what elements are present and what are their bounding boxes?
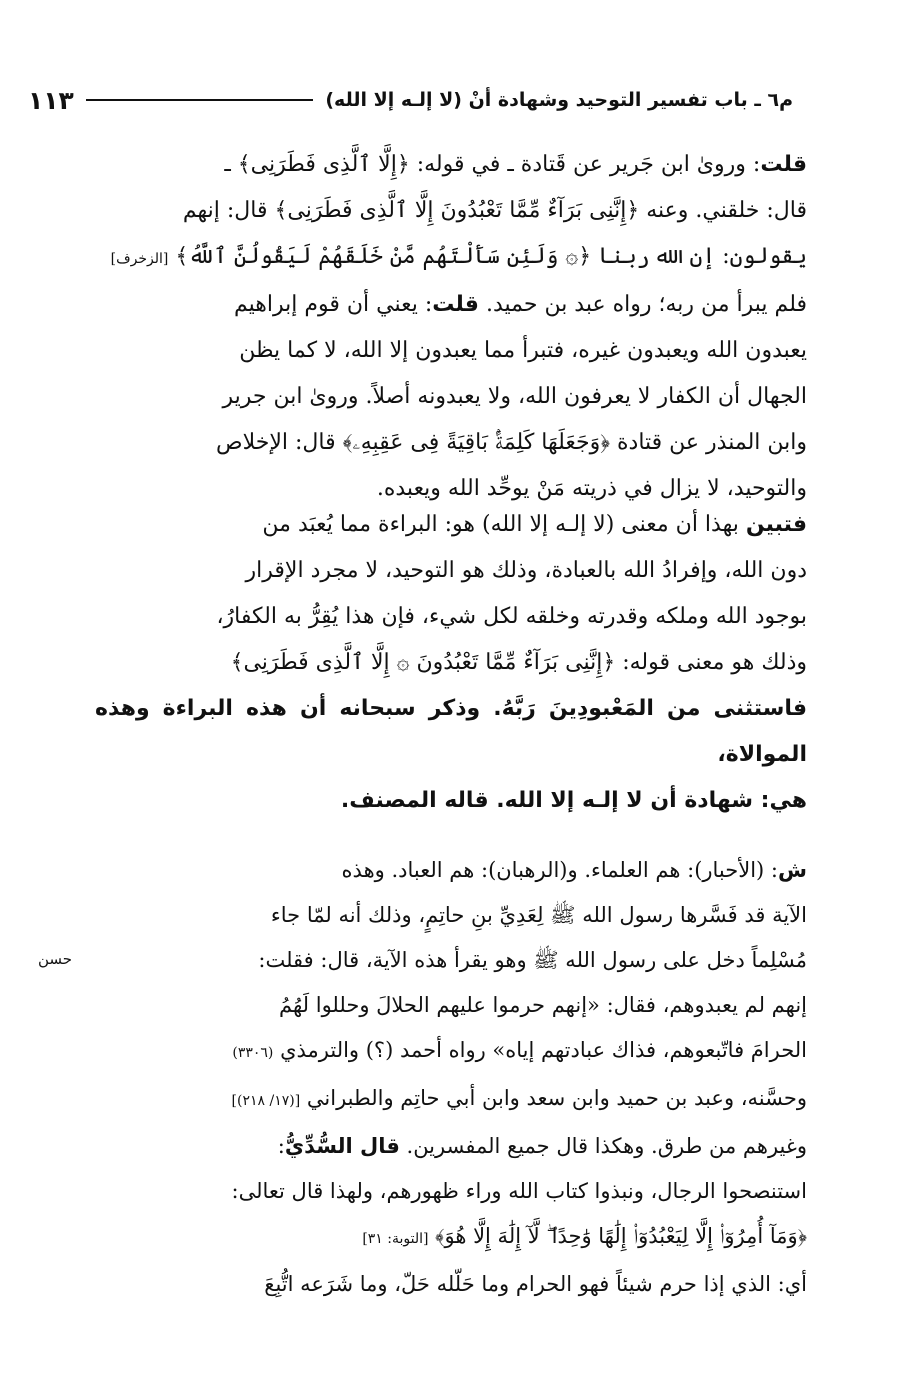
text-line: الجهال أن الكفار لا يعرفون الله، ولا يعبدونه أصلاً. وروىٰ ابن جرير: [222, 384, 807, 409]
text-line: [95, 1124, 807, 1169]
text-line: وابن المنذر عن قتادة ﴿وَجَعَلَهَا كَلِمَةًۢ بَاقِيَةً فِى عَقِبِهِۦ﴾ قال: الإخلاص: [216, 430, 807, 455]
text-line: [95, 502, 807, 548]
text-line: إنهم لم يعبدوهم، فقال: «إنهم حرموا عليهم الحلالَ وحللوا لَهُمُ: [279, 993, 807, 1017]
hadith-reference: (٣٣٠٦): [232, 1045, 274, 1061]
page-number: ١١٣: [28, 85, 74, 115]
text-line: يعبدون الله ويعبدون غيره، فتبرأ مما يعبدون إلا الله، لا كما يظن: [239, 338, 807, 363]
header-rule: [86, 99, 314, 101]
line-text: فلم يبرأ من ربه؛ رواه عبد بن حميد.: [485, 292, 807, 317]
line-text: بهذا أن معنى (لا إلـه إلا الله) هو: البراءة مما يُعبَد من: [262, 512, 746, 537]
line-text: يقولون: إن الله ربنا ﴿۞ وَلَئِن سَأَلْتَهُم مَّنْ خَلَقَهُمْ لَيَقُولُنَّ ٱللَّهُ﴾: [175, 244, 807, 269]
text-line: بوجود الله وملكه وقدرته وخلقه لكل شيء، فإن هذا يُقِرُّ به الكفارُ،: [216, 604, 807, 629]
line-text: :: [277, 1134, 285, 1158]
text-line: [95, 1076, 807, 1124]
text-line: الآية قد فَسَّرها رسول الله ﷺ لِعَدِيِّ بنِ حاتِمٍ، وذلك أنه لمّا جاء: [270, 903, 807, 927]
text-line: مُسْلِماً دخل على رسول الله ﷺ وهو يقرأ هذه الآية، قال: فقلت:: [258, 948, 807, 972]
paragraph-fatabayyan: [95, 502, 807, 824]
text-line: وذلك هو معنى قوله: ﴿إِنَّنِى بَرَآءٌ مِّمَّا تَعْبُدُونَ ۞ إِلَّا ٱلَّذِى فَطَرَنِى﴾: [230, 650, 807, 675]
text-line: [95, 234, 807, 282]
line-text: ﴿وَمَآ أُمِرُوٓا۟ إِلَّا لِيَعْبُدُوٓا۟ إِلَٰهًا وَٰحِدًا ۖ لَّآ إِلَٰهَ إِلَّا هُوَ﴾: [435, 1224, 807, 1248]
running-header: [28, 80, 793, 120]
bold-lead: قلت: [760, 152, 807, 177]
line-text: : ورویٰ ابن جَریر عن قَتادة ـ في قوله: ﴿إِلَّا ٱلَّذِى فَطَرَنِى﴾ ـ: [224, 152, 761, 177]
text-line: [95, 848, 807, 893]
chapter-title: م٦ ـ باب تفسير التوحيد وشهادة أنْ (لا إلـه إلا الله): [325, 89, 793, 111]
paragraph-qultu: [95, 142, 807, 512]
surah-reference: [التوبة: ٣١]: [362, 1231, 429, 1247]
text-line: [95, 142, 807, 188]
surah-reference: [الزخرف]: [110, 251, 169, 267]
line-text: وحسَّنه، وعبد بن حميد وابن سعد وابن أبي حاتِم والطبراني: [306, 1086, 807, 1110]
bold-lead: قال السُّدِّيُّ: [284, 1134, 400, 1158]
margin-grading-note: حسن: [38, 950, 73, 968]
text-line: دون الله، وإفرادُ الله بالعبادة، وذلك هو التوحيد، لا مجرد الإقرار: [245, 558, 807, 583]
commentary-section: [95, 848, 807, 1307]
text-line: استنصحوا الرجال، ونبذوا كتاب الله وراء ظهورهم، ولهذا قال تعالى:: [231, 1179, 807, 1203]
text-line: [95, 1028, 807, 1076]
text-line: أي: الذي إذا حرم شيئاً فهو الحرام وما حَلّله حَلّ، وما شَرَعه اتُّبِعَ: [264, 1272, 807, 1296]
text-line-bold: فاستثنى من المَعْبودِينَ رَبَّهُ. وذكر سبحانه أن هذه البراءة وهذه الموالاة،: [95, 696, 807, 767]
text-line: [95, 282, 807, 328]
line-text: وغيرهم من طرق. وهكذا قال جميع المفسرين.: [406, 1134, 807, 1158]
line-text: الحرامَ فاتّبعوهم، فذاك عبادتهم إياه» رواه أحمد (؟) والترمذي: [280, 1038, 807, 1062]
text-line-bold: هي: شهادة أن لا إلـه إلا الله. قاله المصنف.: [340, 788, 807, 813]
text-line: قال: خلقني. وعنه ﴿إِنَّنِى بَرَآءٌ مِّمَّا تَعْبُدُونَ إِلَّا ٱلَّذِى فَطَرَنِى﴾ قال: إنهم: [182, 198, 807, 223]
line-text: : يعني أن قوم إبراهيم: [234, 292, 433, 317]
line-text: : (الأحبار): هم العلماء. و(الرهبان): هم العباد. وهذه: [341, 858, 779, 882]
bold-lead: ش: [778, 858, 807, 882]
text-line: [95, 1214, 807, 1262]
bold-lead: فتبين: [745, 512, 807, 537]
hadith-reference: [(١٧/ ٢١٨)]: [231, 1093, 301, 1109]
bold-lead: قلت: [432, 292, 479, 317]
text-line: والتوحيد، لا يزال في ذريته مَنْ يوحِّد الله ويعبده.: [376, 476, 807, 501]
